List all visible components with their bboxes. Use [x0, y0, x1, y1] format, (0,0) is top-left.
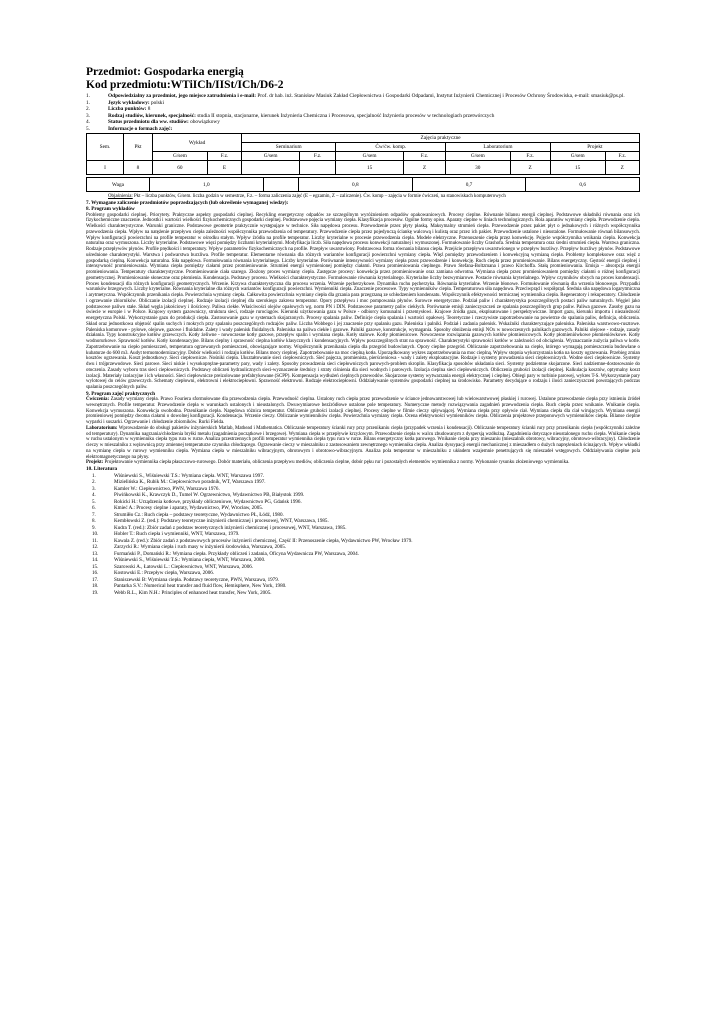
literature-list	[86, 473, 640, 597]
list-item: 19. Webb R.L., Kim N.H.: Principles of enhanced heat transfer, New York, 2005.	[92, 589, 272, 596]
list-item: 14. Wiśniewski S., Wiśniewski T.S.: Wymiana ciepła, WNT, Warszawa, 2000.	[92, 557, 266, 564]
section-9-heading: 9. Program zajęć praktycznych	[86, 390, 156, 397]
section-8-heading: 8. Program wykładów	[86, 206, 135, 213]
document-page	[86, 66, 640, 596]
meta-row: 2. Liczba punktów: 8	[86, 106, 151, 112]
lab-program: Laboratorium: Wprowadzenie do obsługi pakietów inżynierskich Matlab, Mathead i Mathematica. Obliczanie temperatury ścianki rury przy przenikaniu ciepła (przypadek wrzenia i kondensacji). Obliczanie temperatury ścianki rury przy przenikaniu ciepła (współczynniki zależne od temperatury). Dynamika nagrzania/chłodzenia bryłki metalu (zagadnienia początkowe i brzegowe). Wymiana ciepła w przepływie krzyżowym. Przewodzenie ciepła w walcu zbudowanym z dyspersją wzdłużną. Zagadnienia dotyczące nieustalonego ruchu ciepła. Wnikanie ciepła w ruchu ustalonym w wymienniku ciepła typu rura w rurze. Analiza przestrzennych profili temperatur wymiennika ciepła typu rura w rurze. Bilans energetyczny kotła parowego. Wnikanie ciepła przy mieszaniu (mieszalnik obrotowy, wibracyjny, obrotowo-wibracyjny). Chłodzenie cieczy w mieszalniku z wężownicą przy zmiennej temperaturze czynnika chłodzącego. Ogrzewanie cieczy w mieszalniku z zastosowaniem zewnętrznego wymiennika ciepła. Analiza dyssypacji energii mechanicznej z mieszadłem o dużych naprężeniach ścinających. Wpływ wkładki na wymianę ciepła w rurowy wymienniku ciepła. Wymiana ciepła w mieszalniku wibracyjnym, obrotowym i obrotowo-wibracyjnym. Analiza pola temperatur w mieszalniku z układem wzajemnie penetrujących się mieszadeł wstęgowych. Oddziaływania ciepłne pola elektromagnetycznego na płyny.	[86, 425, 640, 460]
list-item: 17. Staniszewski B: Wymiana ciepła. Podstawy teoretyczne, PWN, Warszawa, 1979.	[92, 576, 280, 583]
meta-row: 5. Informacje o formach zajęć:	[86, 125, 173, 132]
list-item: 8. Kembłowski Z. (red.): Podstawy teoretyczne inżynierii chemicznej i procesowej, WNT, Warszawa, 1985.	[92, 518, 329, 525]
list-item: 18. Pantarka S.V.: Numerical heat transfer and fluid flow, Hemisphere, New York, 1980.	[92, 583, 287, 590]
meta-row: 1. Język wykładowy: polski	[86, 99, 164, 106]
meta-row: 3. Rodzaj studiów, kierunek, specjalność: studia II stopnia, stacjonarne, kierunek Inżynieria Chemiczna i Procesowa, specjalność Inżynieria procesów w technologiach przetwórczych	[86, 112, 495, 119]
list-item: 15. Szarowski A., Łatowski L.: Ciepłownictwo, WNT, Warszawa, 2006.	[92, 563, 254, 570]
meta-row: 4. Status przedmiotu dla ww. studiów: obowiązkowy	[86, 119, 220, 125]
subject-title: Przedmiot: Gospodarka energią	[86, 66, 244, 78]
list-item: 2. Mizielińska K., Rubik M.: Ciepłownictwo poradnik, WT, Warszawa 1997.	[92, 479, 266, 486]
list-item: 12. Zarzycki R.: Wymiana ciepła i ruch masy w inżynierii środowiska, Warszawa, 2005.	[92, 544, 287, 551]
section-7-heading: 7. Wymagane zaliczenie przedmiotów poprzedzających (lub określenie wymaganej wiedzy):	[86, 199, 289, 206]
table-row: I 8 60 E 15 Z 30 Z 15 Z	[87, 161, 640, 175]
weights-table: Waga 1,0 0,8 0,7 0,6	[86, 177, 640, 192]
list-item: 11. Kawala Z. (red.): Zbiór zadań z podstawowych procesów inżynierii chemicznej, Część II: Przenoszenie ciepła, Wydawnictwo PW, Wrocław 1979.	[92, 537, 413, 544]
list-item: 5. Rokicki H.: Urządzenia kotłowe, przykłady obliczeniowe, Wydawnictwo PG, Gdańsk 1996.	[92, 498, 302, 505]
list-item: 1. Wiśniewski S., Wiśniewski T.S.: Wymiana ciepła. WNT, Warszawa 1997.	[92, 472, 265, 479]
list-item: 13. Furmański P., Domański R.: Wymiana ciepła. Przykłady obliczeń i zadania, Oficyna Wydawnicza PW, Warszawa, 2004.	[92, 550, 359, 557]
list-item: 6. Kmieć A.: Procesy cieplne i aparaty, Wydawnictwo, PW, Wrocław, 2005.	[92, 505, 264, 512]
meta-list	[86, 93, 640, 132]
course-forms-table: Sem. Pkt Wykład Zajęcia praktyczne Seminarium Ćw/ćw. komp. Laboratorium Projekt G/sem F.z. G/sem F.z. G/sem F.z. G/sem F.z. G/sem F.z. I 8 60 E 15 Z 30 Z 15 Z	[86, 133, 640, 175]
list-item: 4. Piwińkowski K., Krawczyk D., Tumel W. Ogrzewnictwo, Wydawnictwo PB, Białystok 1999.	[92, 492, 305, 499]
exercises-program: Ćwiczenia: Zasady wymiany ciepła. Prawo Fouriera sformułowane dla przewodzenia ciepła. Przewodność cieplna. Ustalony ruch ciepła przez przewodzenie w ściance jednowarstwowej lub wielowarstwowej płaskiej i rurowej. Ustalone przewodzenie ciepła przy istnieniu źródeł wewnętrznych. Profile temperatur. Przewodzenie ciepła w warunkach ustalonych i nieustalonych. Dwuwymiarowe bezźródłowe ustalone pole temperatury. Numeryczne metody rozwiązywania zagadnień przewodzenia ciepła. Ruch ciepła przez wnikanie. Wnikanie ciepła. Konwekcja wymuszona. Konwekcja swobodna. Przenikanie ciepła. Napędowa różnica temperatur. Obliczenie grubości izolacji cieplnej. Procesy cieplne w filmie cieczy spływającej. Wymiana ciepła przy opływie ciał. Wymiana ciepła dla ciał wirujących. Wymiana energii promieniowej pomiędzy dwoma ciałami o dowolnej konfiguracji. Kondensacja. Wrzenie cieczy. Obliczanie wymienników ciepła. Powierzchnia wymiany ciepła. Ocena efektywności wymienników ciepła. Obliczenia projektowe przeponowych wymienników ciepła. Bilanse cieplne wyparki i suszarki. Ogrzewanie i chłodzenie zbiorników. Rurki Fielda.	[86, 397, 640, 426]
meta-row: 1. Odpowiedzialny za przedmiot, jego miejsce zatrudnienia i e-mail: Prof. dr hab. inż. Stanisław Masiuk Zakład Ciepłownictwa i Gospodarki Odpadami, Instytut Inżynierii Chemicznej i Procesów Ochrony Środowiska, e-mail: smasiuk@ps.pl.	[86, 93, 625, 99]
section-10-heading: 10. Literatura	[86, 466, 118, 473]
list-item: 10. Hobler T.: Ruch ciepła i wymienniki, WNT, Warszawa, 1979.	[92, 531, 240, 538]
list-item: 3. Kamler W.: Ciepłownictwo, PWN, Warszawa 1976.	[92, 485, 220, 492]
explanations: Objaśnienia: Pkt – liczba punktów, G/sem. liczba godzin w semestrze, F.z. – forma zaliczenia zajęć (E – egzamin, Z – zaliczenie). Ćw. komp – zajęcia w formie ćwiczeń, na stanowiskach komputerowych	[108, 194, 506, 199]
lecture-program: Problemy gospodarki cieplnej. Priorytety. Praktyczne aspekty gospodarki cieplnej. Recykling energetyczny odpadów ze szczególnym wyróżnieniem odpadów opakowaniowych. Procesy cieplne. Równanie bilansu energii cieplnej. Podstawowe składniki równania oraz ich fizykochemiczne znaczenie. Jednostki i wartości wielkości fizykochemicznych gospodarki cieplnej. Podstawowe pojęcia wymiany ciepła. Klasyfikacja procesów. Ogólne formy opisu. Aparaty cieplne w liniach technologicznych. Rola aparatów wymiany ciepła. Przewodzenie ciepła. Wielkości charakterystyczne. Warunki graniczne. Podstawowe geometrie praktycznie występujące w technice. Siła napędowa procesu. Przewodzenie przez płyty płaską. Maksymalny strumień ciepła. Przewodzenie przez pakiet płyt o jednakowych i różnych współczynnika przewodzenia ciepła. Wpływ na natężenie przepływu ciepła zależności współczynnika przewodzenia od temperatury. Przewodzenie ciepła przez pojedynczą ściankę walcową i kulistą oraz przez ich pakiet. Przewodzenie ustalone i nieustalone. Formułowanie równań bilansowych. Wpływ konfiguracji powierzchni na profile temperatur w ośrodku stałym. Wpływ źródła na profile temperatur. Liczby kryterialne w procesie przewodzenia ciepła. Modele elektryczne. Przenoszenie ciepła przez konwekcję. Pojęcie współczynnika wnikania ciepła. Konwekcja naturalna oraz wymuszona. Liczby kryterialne. Podstawowe więzi pomiędzy liczbami kryterialnymi. Modyfikacja liczb. Siła napędowa procesu konwekcji naturalnej i wymuszonej. Formułowanie liczby Grashofa. Średnia temperatura oraz średni strumień ciepła. Warstwa graniczna. Rodzaje przepływów płynów. Profile prędkości i temperatury. Wpływ parametrów fizykochemicznych na profile. Przepływ uwarstwiony. Podstawowa forma równania bilansu ciepła. Przejście przepływu uwarstwionego w przepływ burzliwy. Przepływ burzliwy płynów. Podstawowe uśrednione charakterystyki. Warstwa i podwarstwa burzliwa. Profile temperatur. Elementarne równania dla różnych wariantów konfiguracji powierzchni wymiany ciepła. Więź pomiędzy przewodzeniem i konwekcyjną wymianą ciepła. Problemy kompleksowe oraz więź z gospodarką cieplną. Konwekcja naturalna. Siła napędowa. Formułowania równania kryterialnego. Liczby kryterialne. Porównanie intensywności wymiany ciepła przez przewodzenie i konwekcję. Ruch ciepła przez promieniowanie. Bilans energetyczny. Gęstość energii cieplnej i intensywność promieniowania. Wymiana ciepła pomiędzy ciałami przez promieniowanie. Strumień energii wymienionej pomiędzy ciałami. Prawa promieniowania cieplnego. Prawo Stefana-Boltzmana i prawo Kirchoffa. Stałą promieniowania. Emisja – absorpcja energii promieniowania. Temperatury charakterystyczne. Promieniowanie ciała szarego. Złożony proces wymiany ciepła. Zastępcze procesy: konwekcja przez promieniowanie oraz zamiana odwrotna. Wymiana ciepła przez promieniowaniem pomiędzy ciałami o różnej konfiguracji geometrycznej. Promieniowanie słoneczne oraz płomienia. Kondensacja. Podstawy procesu. Wielkości charakterystyczne. Formułowanie równania kryterialnego. Kryterialne liczby bezwymiarowe. Postacie równania kryterialnego. Wpływ czynników obcych na proces kondensacji. Proces kondensacji dla różnych konfiguracji geometrycznych. Wrzenie. Krzywa charakterystyczna dla procesu wrzenia. Wrzenie pęcherzykowe. Dynamika ruchu pęcherzyka. Równania kryterialne. Wrzenie błonowe. Formułowanie równania dla wrzenia błonowego. Przypadki warunków brzegowych. Liczby kryterialne. Równania kryterialne dla różnych wariantów konfiguracji powierzchni. Wymienniki ciepła. Znaczenie procesowe. Typy wymienników ciepła. Temperaturowa siła napędowa. Przeciwprąd i współprąd. Średnia siła napędowa logarytmiczna i arytmetyczna. Współczynnik przenikania ciepła. Powierzchnia wymiany ciepła. Całkowita powierzchnia wymiany ciepła dla grzania para przegrzaną ze schłodzeniem kondensatu. Współczynnik efektywności termicznej wymiennika ciepła. Regeneratory i rekuperatory. Chłodzenie i ogrzewanie zbiorników. Obliczanie izolacji cieplnej. Rodzaje izolacji cieplnej dla szerokiego zakresu temperatur. Opory przepływu i moc pompowania płynów. Surowce energetyczne. Podział paliw i charakterystyka poszczególnych postaci paliw naturalnych. Węgiel jako podstawowe paliwo stałe. Skład węgla jakościowy i ilościowy. Paliwa ciekłe. Właściwości olejów opałowych wg. norm PN i DIN. Podstawowe parametry paliw ciekłych. Porównanie emisji zanieczyszczeń ze spalania poszczególnych grup paliw. Paliwa gazowe. Zasoby gazu na świecie w europie i w Polsce. Krajowy system gazowniczy, struktura sieci, rodzaje rurociągów. Kierunki użytkowania gazu w Polsce - odbiorcy komunalni i przemysłowi. Krajowe źródła gazu, eksploatowane i perspektywiczne. Import gazu, kierunki importu i niezależność energetyczna Polski. Wykorzystanie gazu do produkcji ciepła. Zastosowanie gazu w systemach skojarzonych. Procesy spalania paliw. Definicje ciepła spalania i wartości opałowej. Teoretyczne i rzeczywiste zapotrzebowanie na powietrze do spalania paliw, definicja, obliczenia. Skład oraz jednostkowa objętość spalin suchych i mokrych przy spalaniu poszczególnych rodzajów paliw. Liczba Wobbego i jej znaczenie przy spalaniu gazu. Paleniska i palniki. Podział i zadania palenisk. Wskaźniki charakteryzujące paleniska. Paleniska warstwowo-rusztowe. Paleniska komorowe - pyłowe, olejowe, gazowe i fluidalne. Zalety i wady palenisk fluidalnych. Paleniska na paliwa ciekłe i gazowe. Palniki gazowe, konstrukcje, wymagania. Sposoby obniżenia emisji NOx w nowoczesnych palnikach gazowych. Palniki olejowe - rodzaje, zasady działania. Typy konstrukcyjne kotłów grzewczych. Kotły żeliwne - nowoczesne kotły gazowe, przepływ spalin i wymiana ciepła. Kotły stalowe. Kotły płomienicowe. Nowoczesne rozwiązania gazowych kotłów płomienicowych. Kotły płomieniówkowe płomieniówkowe. Kotły wodnorurkowe. Sprawność kotłów. Kotły kondensacyjne. Bilans cieplny i sprawność cieplna kotłów klasycznych i kondensacyjnych. Wpływ poszczególnych strat na sprawność. Charakterystyki sprawności kotłów w zależności od obciążenia. Wyznaczanie zużycia paliwa w kotle. Zapotrzebowanie na ciepło pomieszczeń, temperatura ogrzewanych pomieszczeń, obowiązujące normy. Współczynnik przenikania ciepła dla przegród budowlanych. Opory cieplne przegród. Obliczanie zapotrzebowania na ciepło, którego wymagają pomieszczenia budowlane o kubaturze do 600 m3. Audyt termomodernizacyjny. Dobór wielkości i rodzaju kotłów. Bilans mocy cieplnej. Zapotrzebowanie na moc cieplną kotła. Uporządkowany wykres zapotrzebowania na moc cieplną. Wpływ stopnia wykorzystania kotła na koszty ogrzewania. Przebieg zmian kosztów ogrzewania. Koszt jednostkowy. Sieci ciepłownicze. Nośniki ciepła. Ukształtowanie sieci ciepłowniczych. Sieć pajęcza, promienista, pierścieniowa - wady i zalety eksploatacyjne. Rodzaje i systemy prowadzenia sieci ciepłowniczych. Wodne sieci ciepłownicze. Systemy dwu i trójprzewodowe. Sieci parowe. Sieci niskie i wysokoprężne-parametry pary, wady i zalety. Sposoby prowadzenia sieci ciepłowniczych parowych-problem skroplin. Klasyfikacja sposobów układania sieci. Systemy podziemne skojarzone. Sieci nadziemne-dostosowanie do otoczenia. Zasady wyboru tras sieci ciepłowniczych. Podstawy obliczeń hydraulicznych sieci-wyznaczenie średnicy i straty ciśnienia dla sieci wodnych i parowych. Izolacja cieplna sieci ciepłowniczych. Obliczenia grubości izolacji cieplnej. Kalkulacja kosztów, optymalny koszt izolacji. Materiały izolacyjne i ich własności. Sieci ciepłownicze preizolowane prefabrykowane (SCPP). Kompensacja wydłużeń cieplnych przewodów. Skojarzone systemy wytwarzania energii elektrycznej i cieplnej. Obiegi pary w turbinie parowej, wykres T-S. Wykorzystanie pary wylotowej do celów grzewczych. Schematy ciepłowni, elektrowni i elektrociepłowni. Sprawność elektrowni. Rodzaje elektrociepłowni. Oddziaływanie systemów gospodarki cieplnej na środowisko. Parametry decydujące o rodzaju i ilości zanieczyszczeń powstających podczas spalania poszczególnych paliw.	[86, 212, 640, 391]
subject-code: Kod przedmiotu:WTiICh/IISt/ICh/D6-2	[86, 79, 284, 91]
list-item: 16. Kostowski E.: Przepływ ciepła, Warszawa, 2006.	[92, 570, 215, 577]
list-item: 9. Kudra T. (red.): Zbiór zadań z podstaw teoretycznych inżynierii chemicznej i procesowej, WNT, Warszawa, 1985.	[92, 524, 347, 531]
list-item: 7. Strumiłło Cz.: Ruch ciepła – podstawy teoretyczne, Wydawnictwo PŁ, Łódź, 1980.	[92, 511, 284, 518]
project-program: Projekt: Projektowanie wymiennika ciepła płaszczowo-rurowego. Dobór materiału, obliczenia przepływu mediów, obliczenia cieplne, dobór pęku rur i pozostałych elementów wymiennika z normy. Wykonanie rysunku złożeniowego wymiennika.	[86, 460, 570, 466]
